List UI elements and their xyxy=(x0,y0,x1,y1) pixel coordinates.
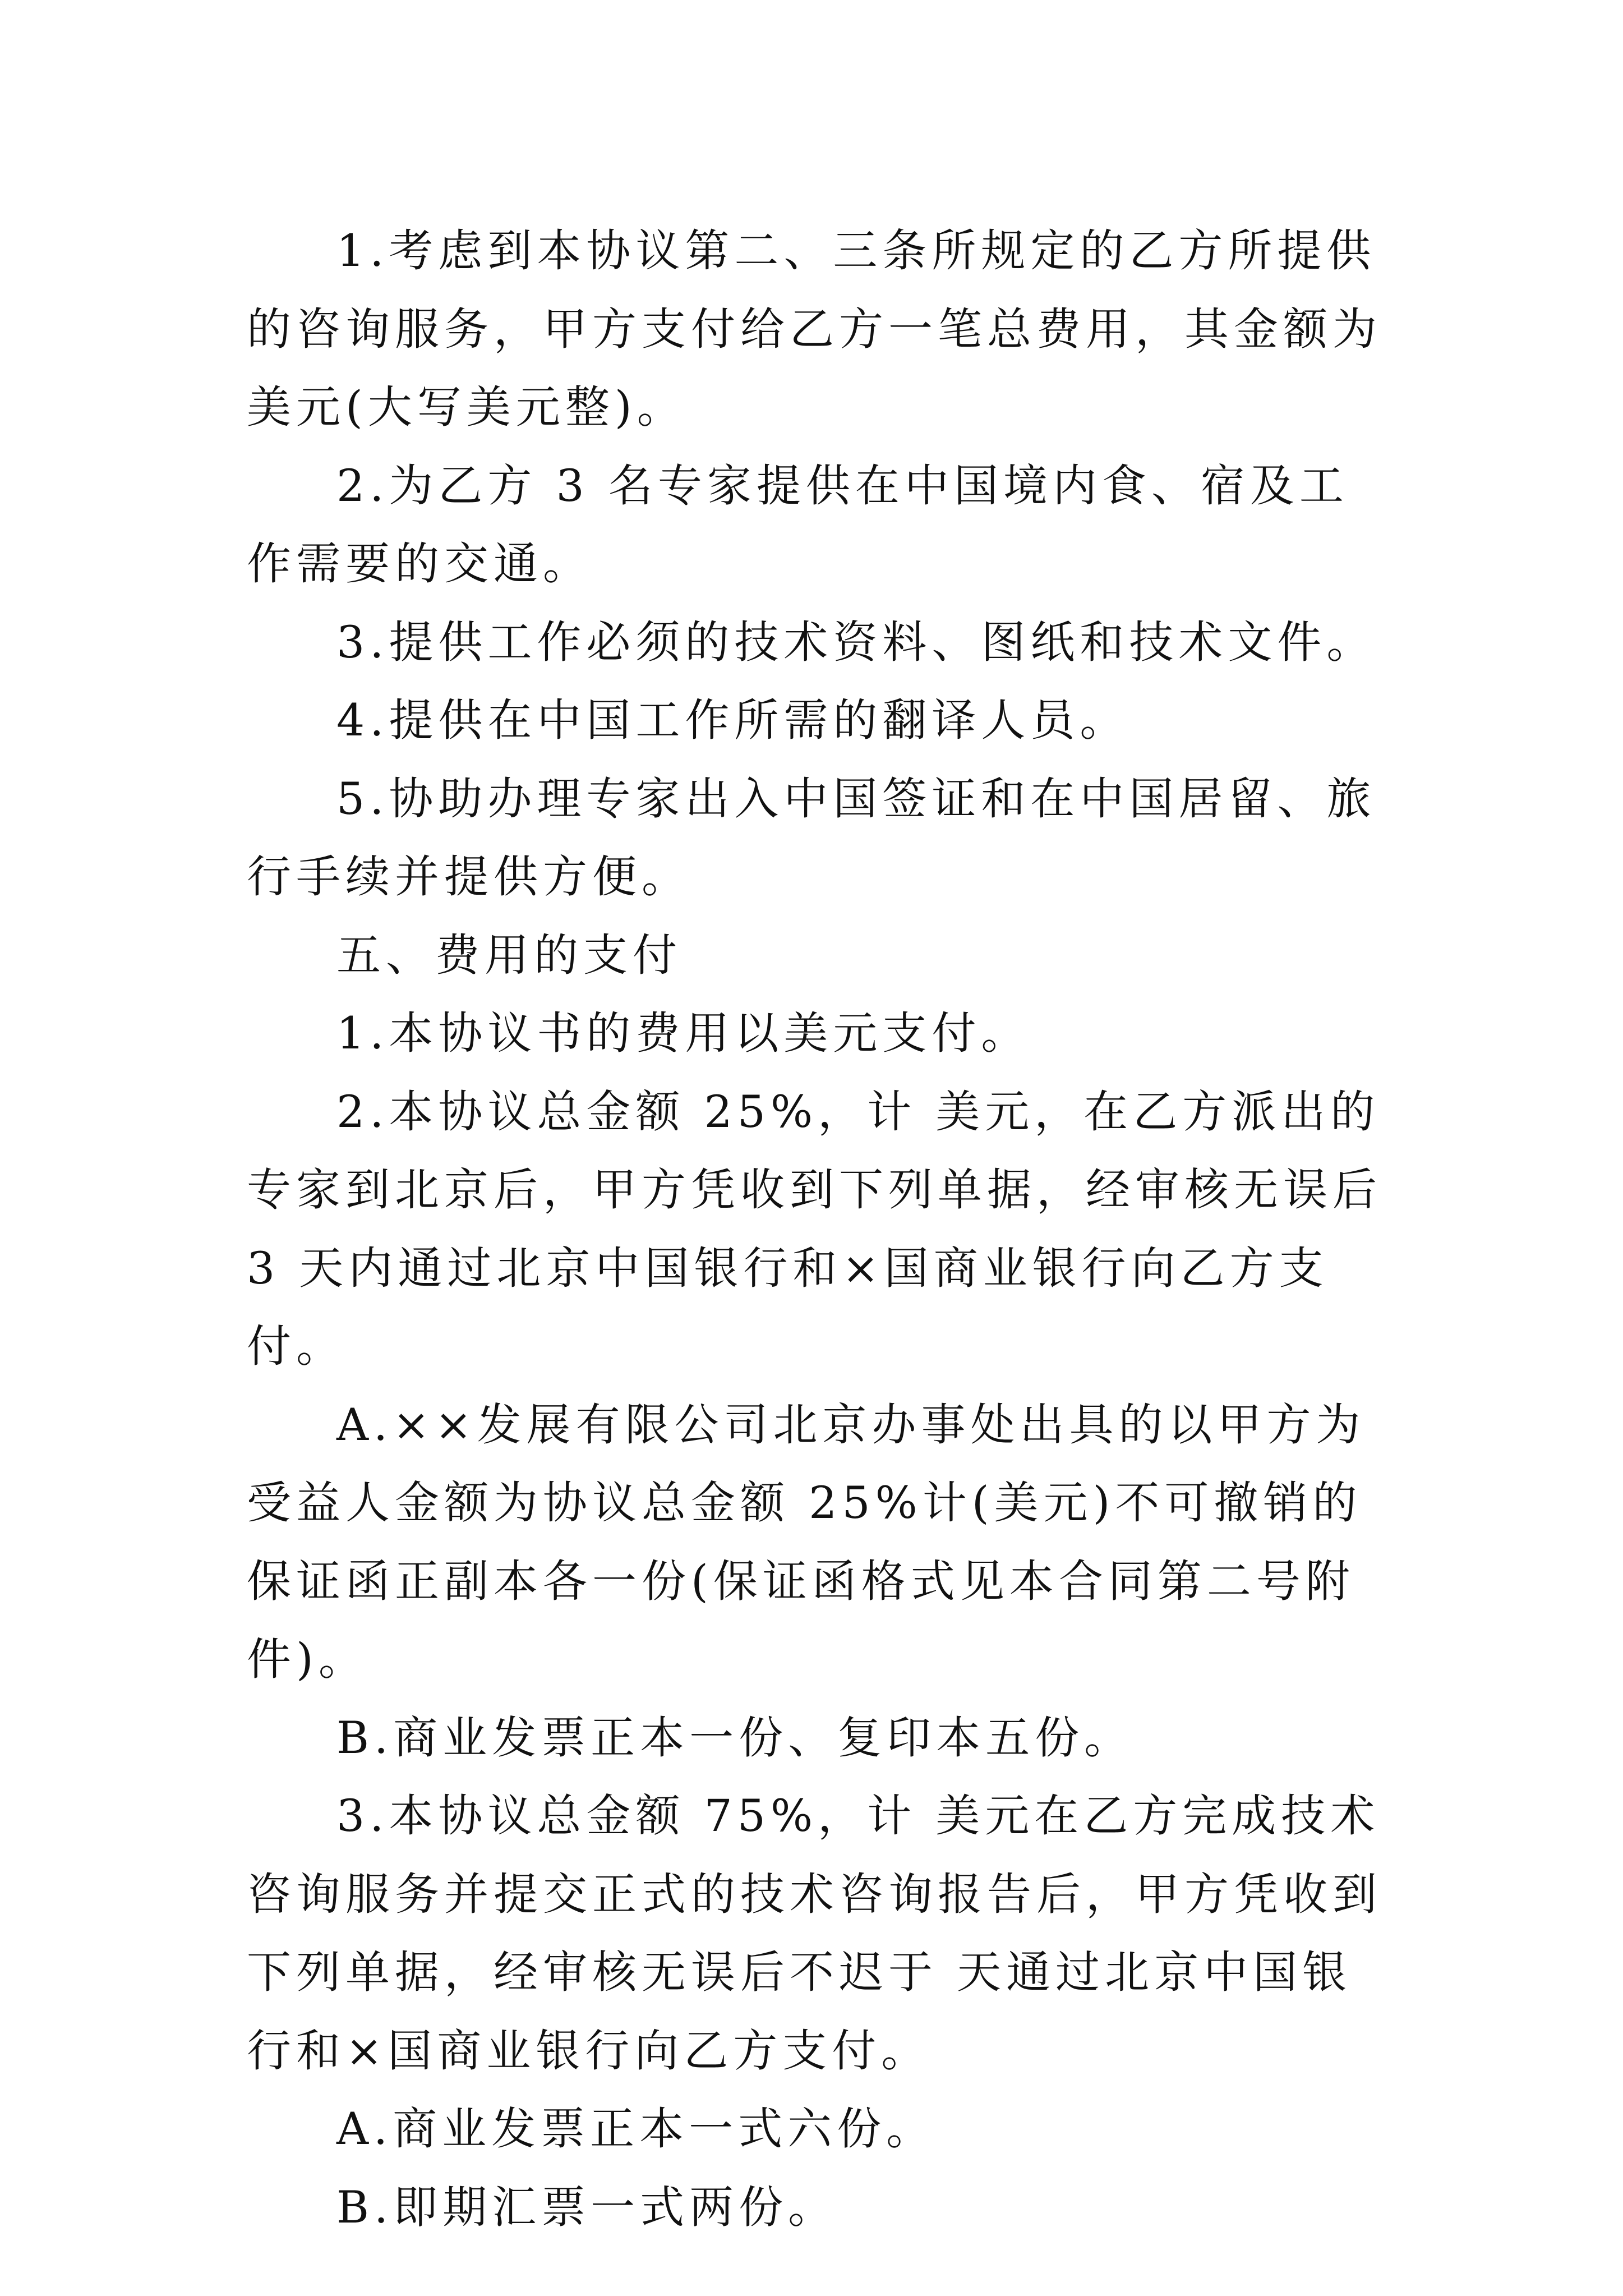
paragraph-sight-draft: B.即期汇票一式两份。 xyxy=(336,2181,838,2233)
paragraph-guarantee-letter: A.××发展有限公司北京办事处出具的以甲方为受益人金额为协议总金额 25%计(美元)不可撤销的保证函正副本各一份(保证函格式见本合同第二号附件)。 xyxy=(247,1398,1366,1685)
paragraph-service-fee: 1.考虑到本协议第二、三条所规定的乙方所提供的咨询服务，甲方支付给乙方一笔总费用，其金额为 美元(大写美元整)。 xyxy=(247,225,1382,433)
paragraph-invoice-copies: A.商业发票正本一式六份。 xyxy=(336,2103,936,2155)
paragraph-first-installment: 2.本协议总金额 25%，计 美元，在乙方派出的专家到北京后，甲方凭收到下列单据，经审核无误后 3 天内通过北京中国银行和×国商业银行向乙方支付。 xyxy=(247,1085,1382,1372)
paragraph-commercial-invoice: B.商业发票正本一份、复印本五份。 xyxy=(336,1711,1134,1764)
paragraph-technical-materials: 3.提供工作必须的技术资料、图纸和技术文件。 xyxy=(336,616,1376,668)
paragraph-expert-accommodation: 2.为乙方 3 名专家提供在中国境内食、宿及工作需要的交通。 xyxy=(247,459,1349,590)
section-heading-payment: 五、费用的支付 xyxy=(336,929,682,981)
paragraph-payment-currency: 1.本协议书的费用以美元支付。 xyxy=(336,1007,1031,1059)
document-body xyxy=(247,212,1385,2247)
paragraph-translators: 4.提供在中国工作所需的翻译人员。 xyxy=(336,694,1129,746)
paragraph-second-installment: 3.本协议总金额 75%，计 美元在乙方完成技术咨询服务并提交正式的技术咨询报告后，甲方凭收到下列单据，经审核无误后不迟于 天通过北京中国银行和×国商业银行向乙方支付。 xyxy=(247,1790,1382,2077)
paragraph-visa-assistance: 5.协助办理专家出入中国签证和在中国居留、旅行手续并提供方便。 xyxy=(247,772,1376,903)
